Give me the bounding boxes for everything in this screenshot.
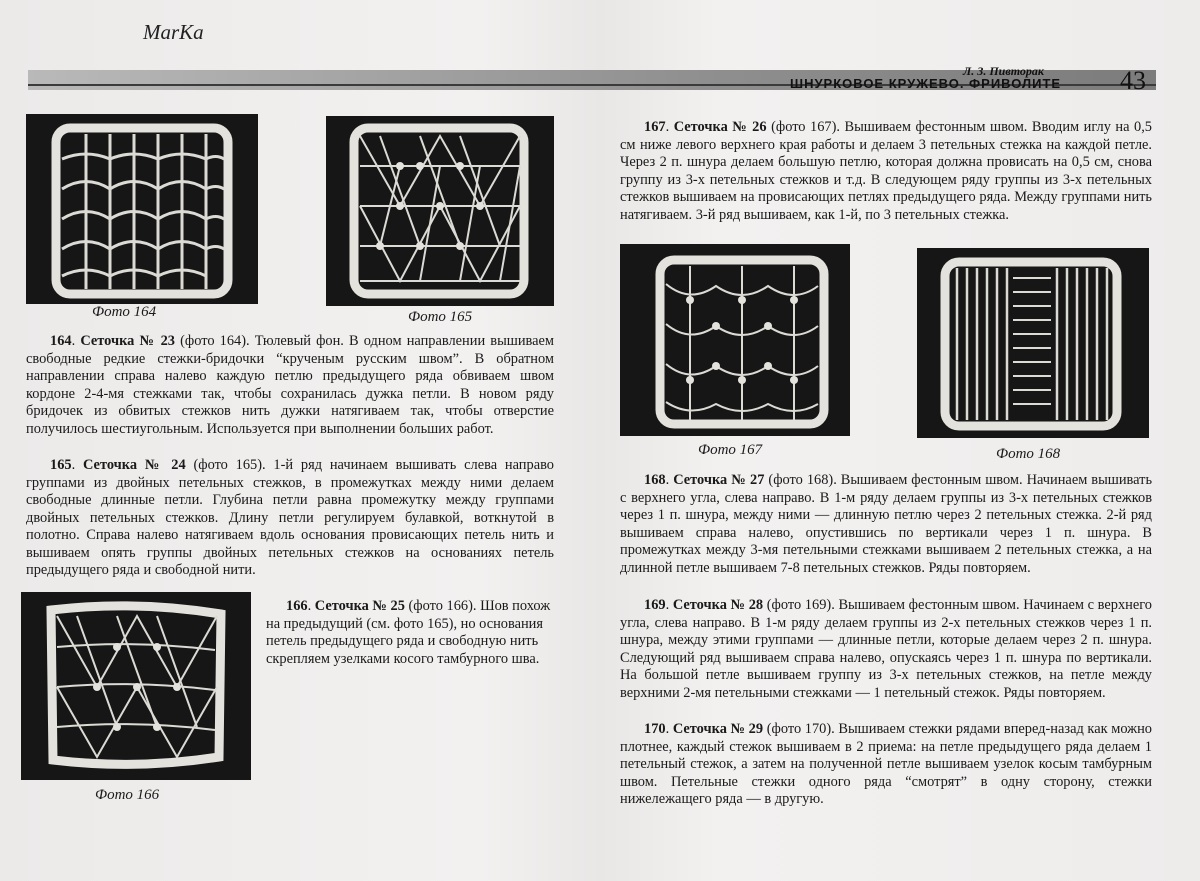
caption-photo-165: Фото 165 — [408, 309, 473, 325]
section-165-title: Сеточка № 24 — [82, 457, 186, 473]
caption-photo-167: Фото 167 — [698, 442, 763, 458]
lace-sample-triangle-icon — [326, 116, 554, 306]
watermark: MarKa — [143, 20, 204, 44]
section-167: 167. Сеточка № 26 (фото 167). Вышиваем фестонным швом. Вводим иглу на 0,5 см ниже левого верхнего края работы и делаем 3 петельных стежка на каждой петле. Через 2 п. шнура делаем большую петлю, которая должна провисать на 0,5 см, снова группу из 3-х петельных стежков и т.д. В следующем ряду группы из 3-х петельных стежков вышиваем на провисающих петлях предыдущего ряда. Между группами нить натягиваем. 3-й ряд вышиваем, как 1-й, по 3 петельных стежка. — [620, 119, 1152, 223]
page-number: 43 — [1120, 66, 1146, 95]
section-170-title: Сеточка № 29 — [672, 721, 764, 737]
lace-sample-knot-icon — [21, 592, 251, 780]
section-167-number: 167 — [644, 119, 666, 135]
photo-166 — [21, 592, 251, 780]
section-166-title: Сеточка № 25 — [314, 598, 405, 614]
photo-165 — [326, 116, 554, 306]
section-166: 166. Сеточка № 25 (фото 166). Шов похож на предыдущий (см. фото 165), но основания петель предыдущего ряда и свободную нить скрепляем узелками косого тамбурного шва. — [266, 598, 551, 667]
photo-168 — [917, 248, 1149, 438]
caption-photo-166: Фото 166 — [95, 787, 160, 803]
caption-photo-168: Фото 168 — [996, 446, 1061, 462]
section-169-number: 169 — [644, 597, 666, 613]
section-168-title: Сеточка № 27 — [673, 472, 765, 488]
lace-sample-hex-icon — [26, 114, 258, 304]
section-168-body: (фото 168). Вышиваем фестонным швом. Начинаем вышивать с верхнего угла, слева направо. В 1-м ряду делаем группы из 3-х петельных стежков через 1 п. шнура, между ними — длинную петлю через 2 петельных стежка. 2-й ряд вышиваем справа налево, опустившись по вертикали через 1 п. шнура. В промежутках между 3-мя петельными стежками вышиваем 2 петельных стежка, а на длинной петле вышиваем 7-8 петельных стежков. Ряды повторяем. — [620, 472, 1153, 576]
photo-167 — [620, 244, 850, 436]
section-170: 170. Сеточка № 29 (фото 170). Вышиваем стежки рядами вперед-назад как можно плотнее, каждый стежок вышиваем в 2 приема: на петле предыдущего ряда делаем 1 петельный стежок, а затем на полученной петле вышиваем узелок косым тамбурным швом. Петельные стежки одного ряда “смотрят” в одну сторону, стежки нижележащего ряда — в другую. — [620, 721, 1152, 807]
section-164-body: (фото 164). Тюлевый фон. В одном направлении вышиваем свободные редкие стежки-бридочки “крученым русским швом”. В обратном направлении справа налево каждую петлю предыдущего ряда обвиваем швом кордоне 2-4-мя стежками так, чтобы сохранилась дужка петли. В новом ряду бридочек из обвитых стежков нить дужки натягиваем так, чтобы отверстие получилось шестиугольным. Используется при выполнении больших работ. — [26, 333, 555, 437]
section-167-body: (фото 167). Вышиваем фестонным швом. Вводим иглу на 0,5 см ниже левого верхнего края работы и делаем 3 петельных стежка на каждой петле. Через 2 п. шнура делаем большую петлю, которая должна провисать на 0,5 см, снова группу из 3-х петельных стежков и т.д. В следующем ряду группы из 3-х петельных стежков вышиваем на провисающих петлях предыдущего ряда. Между группами нить натягиваем. 3-й ряд вышиваем, как 1-й, по 3 петельных стежка. — [620, 119, 1152, 223]
section-165: 165. Сеточка № 24 (фото 165). 1-й ряд начинаем вышивать слева направо группами из двойных петельных стежков, в промежутках между ними делаем свободные длинные петли. Глубина петли равна промежутку между группами двойных петельных стежков. Длину петли регулируем булавкой, воткнутой в полотно. Справа налево натягиваем вдоль основания провисающих петель нить и вышиваем опять группы двойных петельных стежков на основаниях петель предыдущего ряда и свободной нити. — [26, 457, 554, 578]
section-168: 168. Сеточка № 27 (фото 168). Вышиваем фестонным швом. Начинаем вышивать с верхнего угла, слева направо. В 1-м ряду делаем группы из 3-х петельных стежков через 1 п. шнура, между ними — длинную петлю через 2 петельных стежка. 2-й ряд вышиваем справа налево, опустившись по вертикали через 1 п. шнура. В промежутках между 3-мя петельными стежками вышиваем 2 петельных стежка, а на длинной петле вышиваем 7-8 петельных стежков. Ряды повторяем. — [620, 472, 1153, 576]
section-165-number: 165 — [50, 457, 72, 473]
section-167-title: Сеточка № 26 — [673, 119, 767, 135]
lace-sample-dense-icon — [917, 248, 1149, 438]
section-164: 164. Сеточка № 23 (фото 164). Тюлевый фон. В одном направлении вышиваем свободные редкие стежки-бридочки “крученым русским швом”. В обратном направлении справа налево каждую петлю предыдущего ряда обвиваем швом кордоне 2-4-мя стежками так, чтобы сохранилась дужка петли. В новом ряду бридочек из обвитых стежков нить дужки натягиваем так, чтобы отверстие получилось шестиугольным. Используется при выполнении больших работ. — [26, 333, 555, 437]
section-169: 169. Сеточка № 28 (фото 169). Вышиваем фестонным швом. Начинаем с верхнего угла, слева направо. В 1-м ряду делаем группы из 2-х петельных стежков через 1 п. шнура, между этими группами — длинные петли, которые делаем через 2 п. шнура. Следующий ряд вышиваем справа налево, опускаясь через 1 п. шнура по вертикали. На большой петле вышиваем группу из 3-х петельных стежков, на петле между верхними 2-мя петельными стежками — 1 петельный стежок. Ряды повторяем. — [620, 597, 1152, 701]
running-head-title: ШНУРКОВОЕ КРУЖЕВО. ФРИВОЛИТЕ — [790, 76, 1062, 91]
section-166-number: 166 — [286, 598, 308, 614]
section-166-body: (фото 166). Шов похож на предыдущий (см. фото 165), но основания петель предыдущего ряда и свободную нить скрепляем узелками косого тамбурного шва. — [266, 598, 551, 667]
section-165-body: (фото 165). 1-й ряд начинаем вышивать слева направо группами из двойных петельных стежков, в промежутках между ними делаем свободные длинные петли. Глубина петли равна промежутку между группами двойных петельных стежков. Длину петли регулируем булавкой, воткнутой в полотно. Справа налево натягиваем вдоль основания провисающих петель нить и вышиваем опять группы двойных петельных стежков на основаниях петель предыдущего ряда и свободной нити. — [26, 457, 554, 578]
section-164-number: 164 — [50, 333, 72, 349]
section-170-body: (фото 170). Вышиваем стежки рядами вперед-назад как можно плотнее, каждый стежок вышиваем в 2 приема: на петле предыдущего ряда делаем 1 петельный стежок, а затем на полученной петле вышиваем узелок косым тамбурным швом. Петельные стежки одного ряда “смотрят” в одну сторону, стежки нижележащего ряда — в другую. — [620, 721, 1152, 807]
photo-164 — [26, 114, 258, 304]
section-164-title: Сеточка № 23 — [80, 333, 175, 349]
lace-sample-festoon-icon — [620, 244, 850, 436]
running-head-author: Л. З. Пивторак — [963, 64, 1044, 78]
section-170-number: 170 — [644, 721, 666, 737]
caption-photo-164: Фото 164 — [92, 304, 157, 320]
section-169-body: (фото 169). Вышиваем фестонным швом. Начинаем с верхнего угла, слева направо. В 1-м ряду делаем группы из 2-х петельных стежков через 1 п. шнура, между этими группами — длинные петли, которые делаем через 2 п. шнура. Следующий ряд вышиваем справа налево, опускаясь через 1 п. шнура по вертикали. На большой петле вышиваем группу из 3-х петельных стежков, на петле между верхними 2-мя петельными стежками — 1 петельный стежок. Ряды повторяем. — [620, 597, 1152, 701]
section-168-number: 168 — [644, 472, 666, 488]
section-169-title: Сеточка № 28 — [672, 597, 764, 613]
